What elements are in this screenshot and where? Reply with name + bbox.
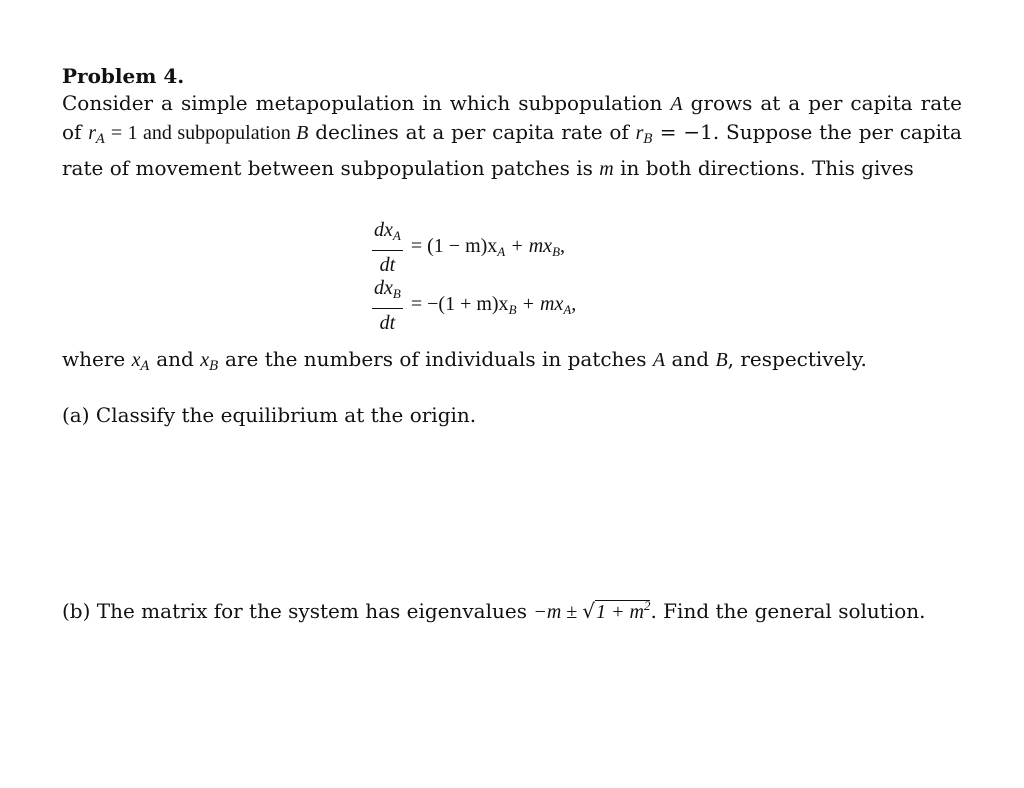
equation-system (372, 218, 576, 334)
equation-row (372, 276, 576, 334)
equation-row (372, 218, 576, 276)
part-a-question: (a) Classify the equilibrium at the origin. (62, 403, 477, 427)
equation-rhs: = $-(1 + m)x_B + mx_A$, (410, 292, 577, 317)
where-clause: where $x_A$ and $x_B$ are the numbers of individuals in patches A and B, respectively. (62, 347, 867, 374)
derivative-fraction: $\frac{dx_B}{dt}$ (374, 277, 401, 334)
square-root: $√1 + m^2$ (582, 598, 651, 623)
equation-rhs: = $(1 - m)x_A + mx_B$, (410, 234, 566, 259)
problem-intro: Consider a simple metapopulation in which subpopulation A grows at a per capita rate of $r_A = 1$ and subpopulation B declines at a per capita rate of $r_B = -1$. Suppose the per capita rate of movement between subpopulation patches is m in both directions. This gives (62, 91, 962, 180)
derivative-fraction: $\frac{dx_A}{dt}$ (374, 219, 401, 276)
problem-heading: Problem 4. (62, 64, 185, 88)
part-b-question: (b) The matrix for the system has eigenvalues $-m \pm √1 + m^2$. Find the general solution. (62, 592, 962, 626)
